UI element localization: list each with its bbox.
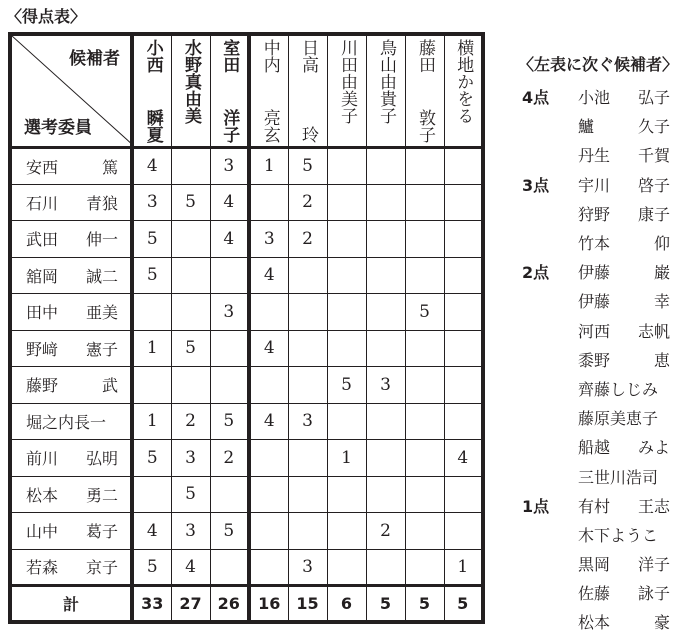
next-candidate-name (578, 202, 670, 225)
score-cell (210, 367, 249, 404)
judges-label: 選考委員 (24, 118, 92, 138)
table-row (10, 221, 483, 258)
judge-given: 誠二 (85, 266, 118, 286)
next-candidate-surname: 齊藤しじみ (578, 379, 659, 399)
candidate-name (328, 36, 366, 146)
next-candidate-surname: 有村 (578, 496, 611, 516)
score-cell: 5 (405, 294, 444, 331)
score-cell (366, 403, 405, 440)
score-cell (288, 294, 327, 331)
next-candidate-row (518, 199, 678, 228)
table-row (10, 330, 483, 367)
score-cell: 5 (171, 184, 210, 221)
next-candidate-surname: 狩野 (578, 204, 611, 224)
next-candidate-surname: 河西 (578, 321, 611, 341)
score-cell (405, 403, 444, 440)
score-cell (249, 367, 288, 404)
next-candidates-title: 〈左表に次ぐ候補者〉 (518, 55, 679, 74)
next-candidate-row (518, 374, 678, 403)
total-row (10, 586, 483, 622)
score-cell: 3 (288, 403, 327, 440)
next-candidate-given: 啓子 (637, 175, 670, 195)
score-cell: 5 (132, 440, 171, 477)
score-cell (366, 476, 405, 513)
next-candidate-row (518, 345, 678, 374)
points-label: 2点 (522, 263, 550, 283)
next-candidate-name (578, 377, 670, 400)
candidate-name (251, 36, 288, 146)
candidate-name (211, 36, 248, 146)
next-candidate-name (578, 552, 670, 575)
next-candidate-given: 詠子 (637, 584, 670, 604)
next-candidate-surname: 木下ようこ (578, 525, 659, 545)
table-row (10, 294, 483, 331)
judge-given: 武 (101, 376, 118, 396)
next-candidate-name (578, 348, 670, 371)
score-cell: 3 (210, 294, 249, 331)
judge-name (12, 227, 130, 250)
score-cell: 2 (210, 440, 249, 477)
next-candidate-surname: 三世川浩司 (578, 467, 659, 487)
score-cell (327, 330, 366, 367)
score-cell: 5 (132, 549, 171, 586)
candidate-name (289, 36, 327, 146)
table-row (10, 148, 483, 185)
total-cell: 27 (171, 586, 210, 622)
judge-name (12, 483, 130, 506)
next-candidate-surname: 黒岡 (578, 555, 611, 575)
score-cell: 5 (210, 403, 249, 440)
next-candidate-row (518, 170, 678, 199)
score-cell (327, 221, 366, 258)
score-cell (444, 294, 483, 331)
table-caption: 〈得点表〉 (6, 7, 87, 26)
next-candidate-row (518, 257, 678, 286)
next-candidate-name (578, 494, 670, 517)
score-cell (366, 148, 405, 185)
score-cell (444, 221, 483, 258)
score-cell (444, 367, 483, 404)
score-cell: 1 (444, 549, 483, 586)
next-candidate-name (578, 85, 670, 108)
next-candidate-name (578, 289, 670, 312)
score-cell (444, 330, 483, 367)
judge-given: 憲子 (85, 339, 118, 359)
next-candidate-surname: 宇川 (578, 175, 611, 195)
score-cell: 3 (171, 513, 210, 550)
score-cell (171, 294, 210, 331)
table-row (10, 367, 483, 404)
score-cell (210, 549, 249, 586)
candidate-surname: 鳥山由貴子 (376, 39, 396, 124)
score-cell (171, 257, 210, 294)
candidate-given: 亮玄 (259, 109, 280, 143)
judge-surname: 武田 (26, 230, 59, 250)
candidate-name (406, 36, 444, 146)
judge-surname: 山中 (26, 522, 59, 542)
score-cell (366, 257, 405, 294)
candidate-surname: 横地かをる (453, 39, 474, 124)
judge-name-cell (10, 330, 132, 367)
score-cell (327, 184, 366, 221)
next-candidate-given: 王志 (637, 496, 670, 516)
score-cell (132, 294, 171, 331)
candidate-header (405, 34, 444, 148)
total-cell: 26 (210, 586, 249, 622)
next-candidate-surname: 伊藤 (578, 292, 611, 312)
score-cell (405, 330, 444, 367)
candidate-header (444, 34, 483, 148)
total-cell: 5 (444, 586, 483, 622)
table-row (10, 440, 483, 477)
judge-name (12, 410, 130, 433)
score-cell (405, 549, 444, 586)
next-candidate-given: 幸 (653, 292, 670, 312)
judge-name-cell (10, 549, 132, 586)
score-cell (327, 257, 366, 294)
score-cell: 3 (249, 221, 288, 258)
next-candidate-row (518, 82, 678, 111)
next-candidate-name (578, 260, 670, 283)
candidate-surname: 日高 (298, 39, 318, 73)
score-cell: 4 (210, 221, 249, 258)
next-candidate-row (518, 432, 678, 461)
table-row (10, 403, 483, 440)
next-candidate-surname: 船越 (578, 438, 611, 458)
score-cell (171, 367, 210, 404)
judge-surname: 舘岡 (26, 266, 59, 286)
score-cell (405, 440, 444, 477)
judge-given: 葛子 (85, 522, 118, 542)
judge-surname: 野﨑 (26, 339, 59, 359)
score-cell: 2 (366, 513, 405, 550)
judge-given: 篤 (101, 157, 118, 177)
next-candidate-surname: 伊藤 (578, 263, 611, 283)
score-cell: 5 (132, 257, 171, 294)
next-candidates-list (518, 52, 678, 637)
judge-surname: 田中 (26, 303, 59, 323)
next-candidate-given: 千賀 (637, 146, 670, 166)
next-candidate-given: 洋子 (637, 555, 670, 575)
judge-surname: 堀之内長一 (26, 412, 107, 432)
score-cell: 2 (288, 184, 327, 221)
score-cell (288, 367, 327, 404)
next-candidate-row (518, 140, 678, 169)
judge-name (12, 264, 130, 287)
score-table (8, 32, 485, 624)
judge-name-cell (10, 148, 132, 185)
score-cell (405, 476, 444, 513)
score-cell: 1 (132, 403, 171, 440)
score-cell (405, 148, 444, 185)
score-cell (210, 476, 249, 513)
candidates-label: 候補者 (69, 49, 120, 69)
next-candidate-name (578, 143, 670, 166)
score-cell (444, 184, 483, 221)
judge-given: 青狼 (85, 193, 118, 213)
candidate-surname: 小西 (142, 39, 163, 73)
score-cell (405, 184, 444, 221)
score-cell (288, 330, 327, 367)
score-cell: 3 (171, 440, 210, 477)
score-cell (366, 549, 405, 586)
candidate-header (132, 34, 171, 148)
judge-surname: 前川 (26, 449, 59, 469)
next-candidate-surname: 小池 (578, 88, 611, 108)
score-cell (132, 476, 171, 513)
next-candidate-given: 志帆 (637, 321, 670, 341)
score-cell: 4 (444, 440, 483, 477)
judge-given: 亜美 (85, 303, 118, 323)
score-cell: 5 (327, 367, 366, 404)
next-candidate-row (518, 228, 678, 257)
candidate-given: 洋子 (219, 109, 240, 143)
score-cell (444, 148, 483, 185)
table-row (10, 257, 483, 294)
next-candidate-name (578, 581, 670, 604)
score-cell: 5 (171, 330, 210, 367)
score-cell (249, 549, 288, 586)
next-candidate-name (578, 435, 670, 458)
score-cell (327, 549, 366, 586)
next-candidate-given: 弘子 (637, 88, 670, 108)
score-cell: 3 (210, 148, 249, 185)
next-candidate-given: 恵 (653, 350, 670, 370)
next-candidate-surname: 松本 (578, 613, 611, 633)
judge-name (12, 519, 130, 542)
next-candidate-name (578, 173, 670, 196)
candidate-header (249, 34, 288, 148)
judge-surname: 松本 (26, 485, 59, 505)
next-candidate-surname: 黍野 (578, 350, 611, 370)
next-candidate-row (518, 607, 678, 636)
next-candidate-surname: 鱸 (578, 117, 595, 137)
score-cell (327, 476, 366, 513)
score-cell: 4 (132, 513, 171, 550)
score-cell: 1 (132, 330, 171, 367)
score-cell: 3 (132, 184, 171, 221)
score-cell (366, 184, 405, 221)
score-cell (288, 257, 327, 294)
judge-name-cell (10, 367, 132, 404)
score-cell: 4 (249, 257, 288, 294)
score-cell: 1 (249, 148, 288, 185)
next-candidate-row (518, 403, 678, 432)
score-cell: 5 (171, 476, 210, 513)
score-cell (366, 330, 405, 367)
next-candidate-surname: 竹本 (578, 234, 611, 254)
next-candidate-row (518, 491, 678, 520)
judge-name-cell (10, 403, 132, 440)
judge-name-cell (10, 221, 132, 258)
next-candidate-surname: 丹生 (578, 146, 611, 166)
score-cell (405, 257, 444, 294)
score-cell (444, 513, 483, 550)
table-row (10, 184, 483, 221)
score-cell: 3 (288, 549, 327, 586)
points-label: 4点 (522, 88, 550, 108)
score-cell (249, 294, 288, 331)
score-cell (405, 513, 444, 550)
next-candidate-row (518, 316, 678, 345)
candidate-surname: 中内 (259, 39, 280, 73)
candidate-given: 敦子 (415, 109, 435, 143)
score-cell (405, 221, 444, 258)
next-candidate-given: 久子 (637, 117, 670, 137)
score-cell (366, 294, 405, 331)
candidate-name (367, 36, 405, 146)
next-candidate-row (518, 461, 678, 490)
score-cell (366, 440, 405, 477)
next-candidate-surname: 藤原美恵子 (578, 409, 659, 429)
score-cell (288, 440, 327, 477)
score-cell (249, 184, 288, 221)
judge-name (12, 337, 130, 360)
candidate-given: 瞬夏 (142, 109, 163, 143)
judge-given: 勇二 (85, 485, 118, 505)
next-candidate-surname: 佐藤 (578, 584, 611, 604)
candidate-header (366, 34, 405, 148)
points-label: 1点 (522, 496, 550, 516)
judge-name (12, 155, 130, 178)
judge-surname: 安西 (26, 157, 59, 177)
table-row (10, 549, 483, 586)
candidate-surname: 川田由美子 (337, 39, 357, 124)
total-label: 計 (10, 586, 132, 622)
score-cell: 2 (171, 403, 210, 440)
score-cell: 4 (132, 148, 171, 185)
total-cell: 6 (327, 586, 366, 622)
next-candidate-given: 豪 (653, 613, 670, 633)
candidate-name (134, 36, 171, 146)
score-cell (327, 148, 366, 185)
next-candidate-row (518, 286, 678, 315)
total-cell: 33 (132, 586, 171, 622)
score-cell (249, 440, 288, 477)
candidate-surname: 水野真由美 (181, 39, 201, 124)
judge-surname: 石川 (26, 193, 59, 213)
judge-given: 京子 (85, 558, 118, 578)
next-candidate-name (578, 523, 670, 546)
candidate-header (210, 34, 249, 148)
table-row (10, 476, 483, 513)
score-cell (288, 476, 327, 513)
next-candidate-name (578, 319, 670, 342)
score-cell: 1 (327, 440, 366, 477)
candidate-name (172, 36, 210, 146)
judge-name-cell (10, 513, 132, 550)
next-candidate-row (518, 111, 678, 140)
judge-name (12, 300, 130, 323)
judge-name (12, 373, 130, 396)
judge-name-cell (10, 294, 132, 331)
next-candidate-given: 康子 (637, 204, 670, 224)
candidate-surname: 藤田 (415, 39, 435, 73)
score-cell: 5 (132, 221, 171, 258)
score-cell (327, 403, 366, 440)
judge-surname: 藤野 (26, 376, 59, 396)
next-candidate-given: 巌 (653, 263, 670, 283)
next-candidate-name (578, 114, 670, 137)
judge-given: 弘明 (85, 449, 118, 469)
judge-given: 伸一 (85, 230, 118, 250)
score-cell (405, 367, 444, 404)
score-cell (444, 403, 483, 440)
score-cell: 3 (366, 367, 405, 404)
score-cell (327, 294, 366, 331)
score-cell: 4 (210, 184, 249, 221)
score-cell (444, 257, 483, 294)
candidate-surname: 室田 (219, 39, 240, 73)
candidate-header (171, 34, 210, 148)
next-candidate-row (518, 578, 678, 607)
score-cell (171, 148, 210, 185)
score-cell (210, 330, 249, 367)
next-candidate-name (578, 610, 670, 633)
candidate-given: 玲 (298, 126, 318, 143)
score-cell (249, 476, 288, 513)
judge-name (12, 191, 130, 214)
score-cell (444, 476, 483, 513)
total-cell: 5 (366, 586, 405, 622)
judge-surname: 若森 (26, 558, 59, 578)
score-cell: 4 (249, 330, 288, 367)
header-row (10, 34, 483, 148)
score-cell: 4 (249, 403, 288, 440)
next-candidate-name (578, 406, 670, 429)
judge-name-cell (10, 257, 132, 294)
judge-name (12, 446, 130, 469)
next-candidate-row (518, 549, 678, 578)
next-candidate-given: みよ (637, 438, 670, 458)
judge-name (12, 555, 130, 578)
score-cell (327, 513, 366, 550)
score-cell (366, 221, 405, 258)
judge-name-cell (10, 476, 132, 513)
score-cell (210, 257, 249, 294)
next-candidate-row (518, 520, 678, 549)
table-row (10, 513, 483, 550)
score-cell: 5 (288, 148, 327, 185)
candidate-header (327, 34, 366, 148)
total-cell: 16 (249, 586, 288, 622)
score-cell (132, 367, 171, 404)
candidate-name (445, 36, 482, 146)
score-cell (288, 513, 327, 550)
total-cell: 5 (405, 586, 444, 622)
next-candidate-name (578, 231, 670, 254)
total-cell: 15 (288, 586, 327, 622)
points-label: 3点 (522, 175, 550, 195)
score-cell: 2 (288, 221, 327, 258)
score-cell: 4 (171, 549, 210, 586)
next-candidate-given: 仰 (653, 234, 670, 254)
next-candidate-name (578, 465, 670, 488)
judge-name-cell (10, 184, 132, 221)
score-cell (171, 221, 210, 258)
corner-cell (10, 34, 132, 148)
candidate-header (288, 34, 327, 148)
score-cell: 5 (210, 513, 249, 550)
score-cell (249, 513, 288, 550)
judge-name-cell (10, 440, 132, 477)
